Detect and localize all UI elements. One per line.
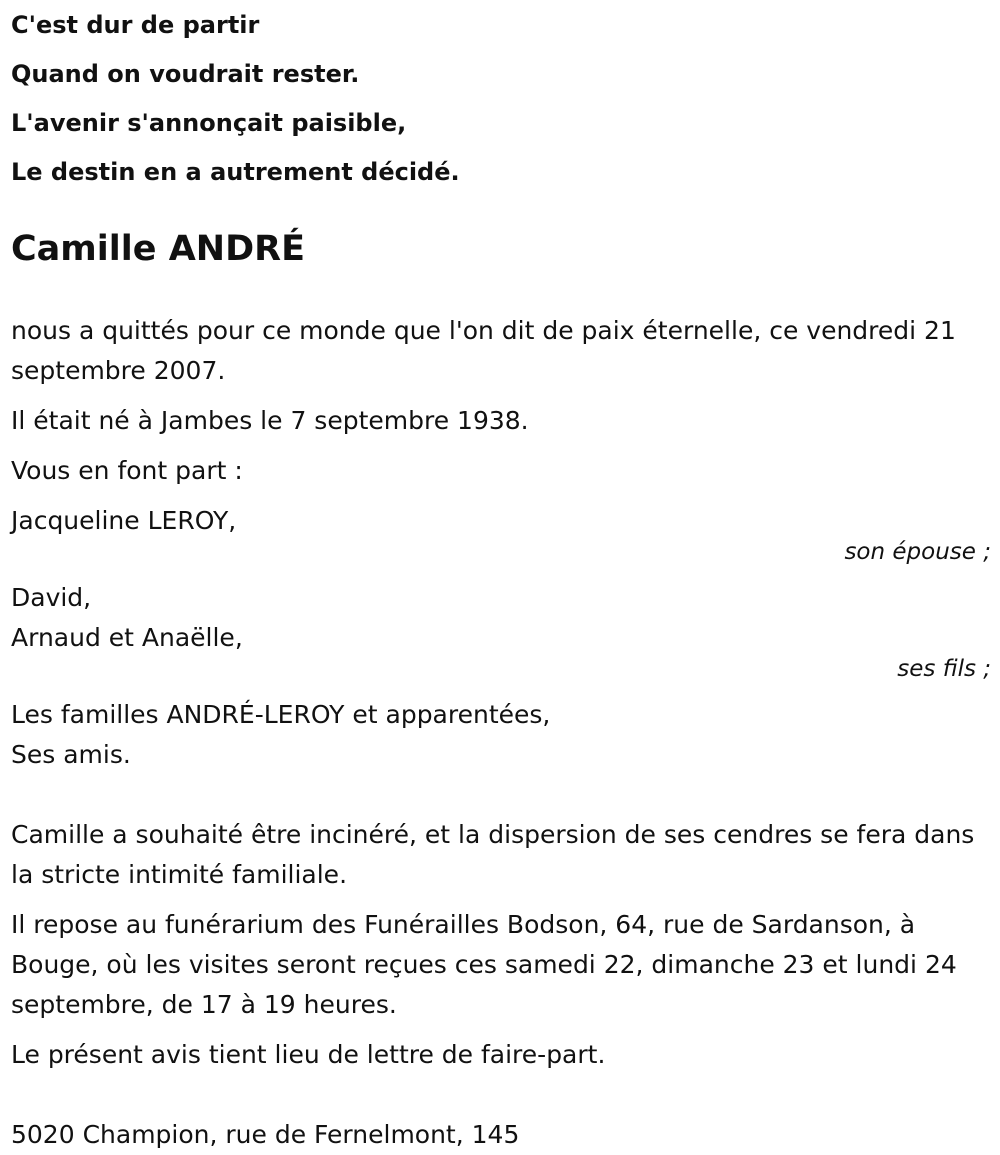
family-spouse [11,501,991,541]
poem-line-3: L'avenir s'annonçait paisible, [11,109,407,137]
address: 5020 Champion, rue de Fernelmont, 145 [11,1120,520,1149]
birth-info: Il était né à Jambes le 7 septembre 1938. [11,406,529,435]
cremation-text: Camille a souhaité être incinéré, et la dispersion de ses cendres se fera dans la stricte intimité familiale. [11,820,975,889]
poem-line-1: C'est dur de partir [11,11,260,39]
friends-line: Ses amis. [11,740,131,769]
poem-line-2: Quand on voudrait rester. [11,60,360,88]
families-line: Les familles ANDRÉ-LEROY et apparentées, [11,700,551,729]
family-sons [11,578,991,658]
sons-role: ses fils ; [897,656,991,682]
son-2: Arnaud et Anaëlle, [11,623,243,652]
announcement-label: Vous en font part : [11,456,243,485]
poem [11,1,991,197]
notice-text: Le présent avis tient lieu de lettre de faire-part. [11,1040,606,1069]
family-others [11,695,991,775]
son-1: David, [11,583,92,612]
spouse-name: Jacqueline LEROY, [11,506,237,535]
deceased-name: Camille ANDRÉ [11,229,305,269]
spouse-role: son épouse ; [844,539,991,565]
visitation-text: Il repose au funérarium des Funérailles Bodson, 64, rue de Sardanson, à Bouge, où les visites seront reçues ces samedi 22, dimanche 23 et lundi 24 septembre, de 17 à 19 heures. [11,910,957,1019]
death-announcement: nous a quittés pour ce monde que l'on dit de paix éternelle, ce vendredi 21 septembre 2007. [11,316,956,385]
obituary-notice [11,0,991,1155]
poem-line-4: Le destin en a autrement décidé. [11,158,460,186]
